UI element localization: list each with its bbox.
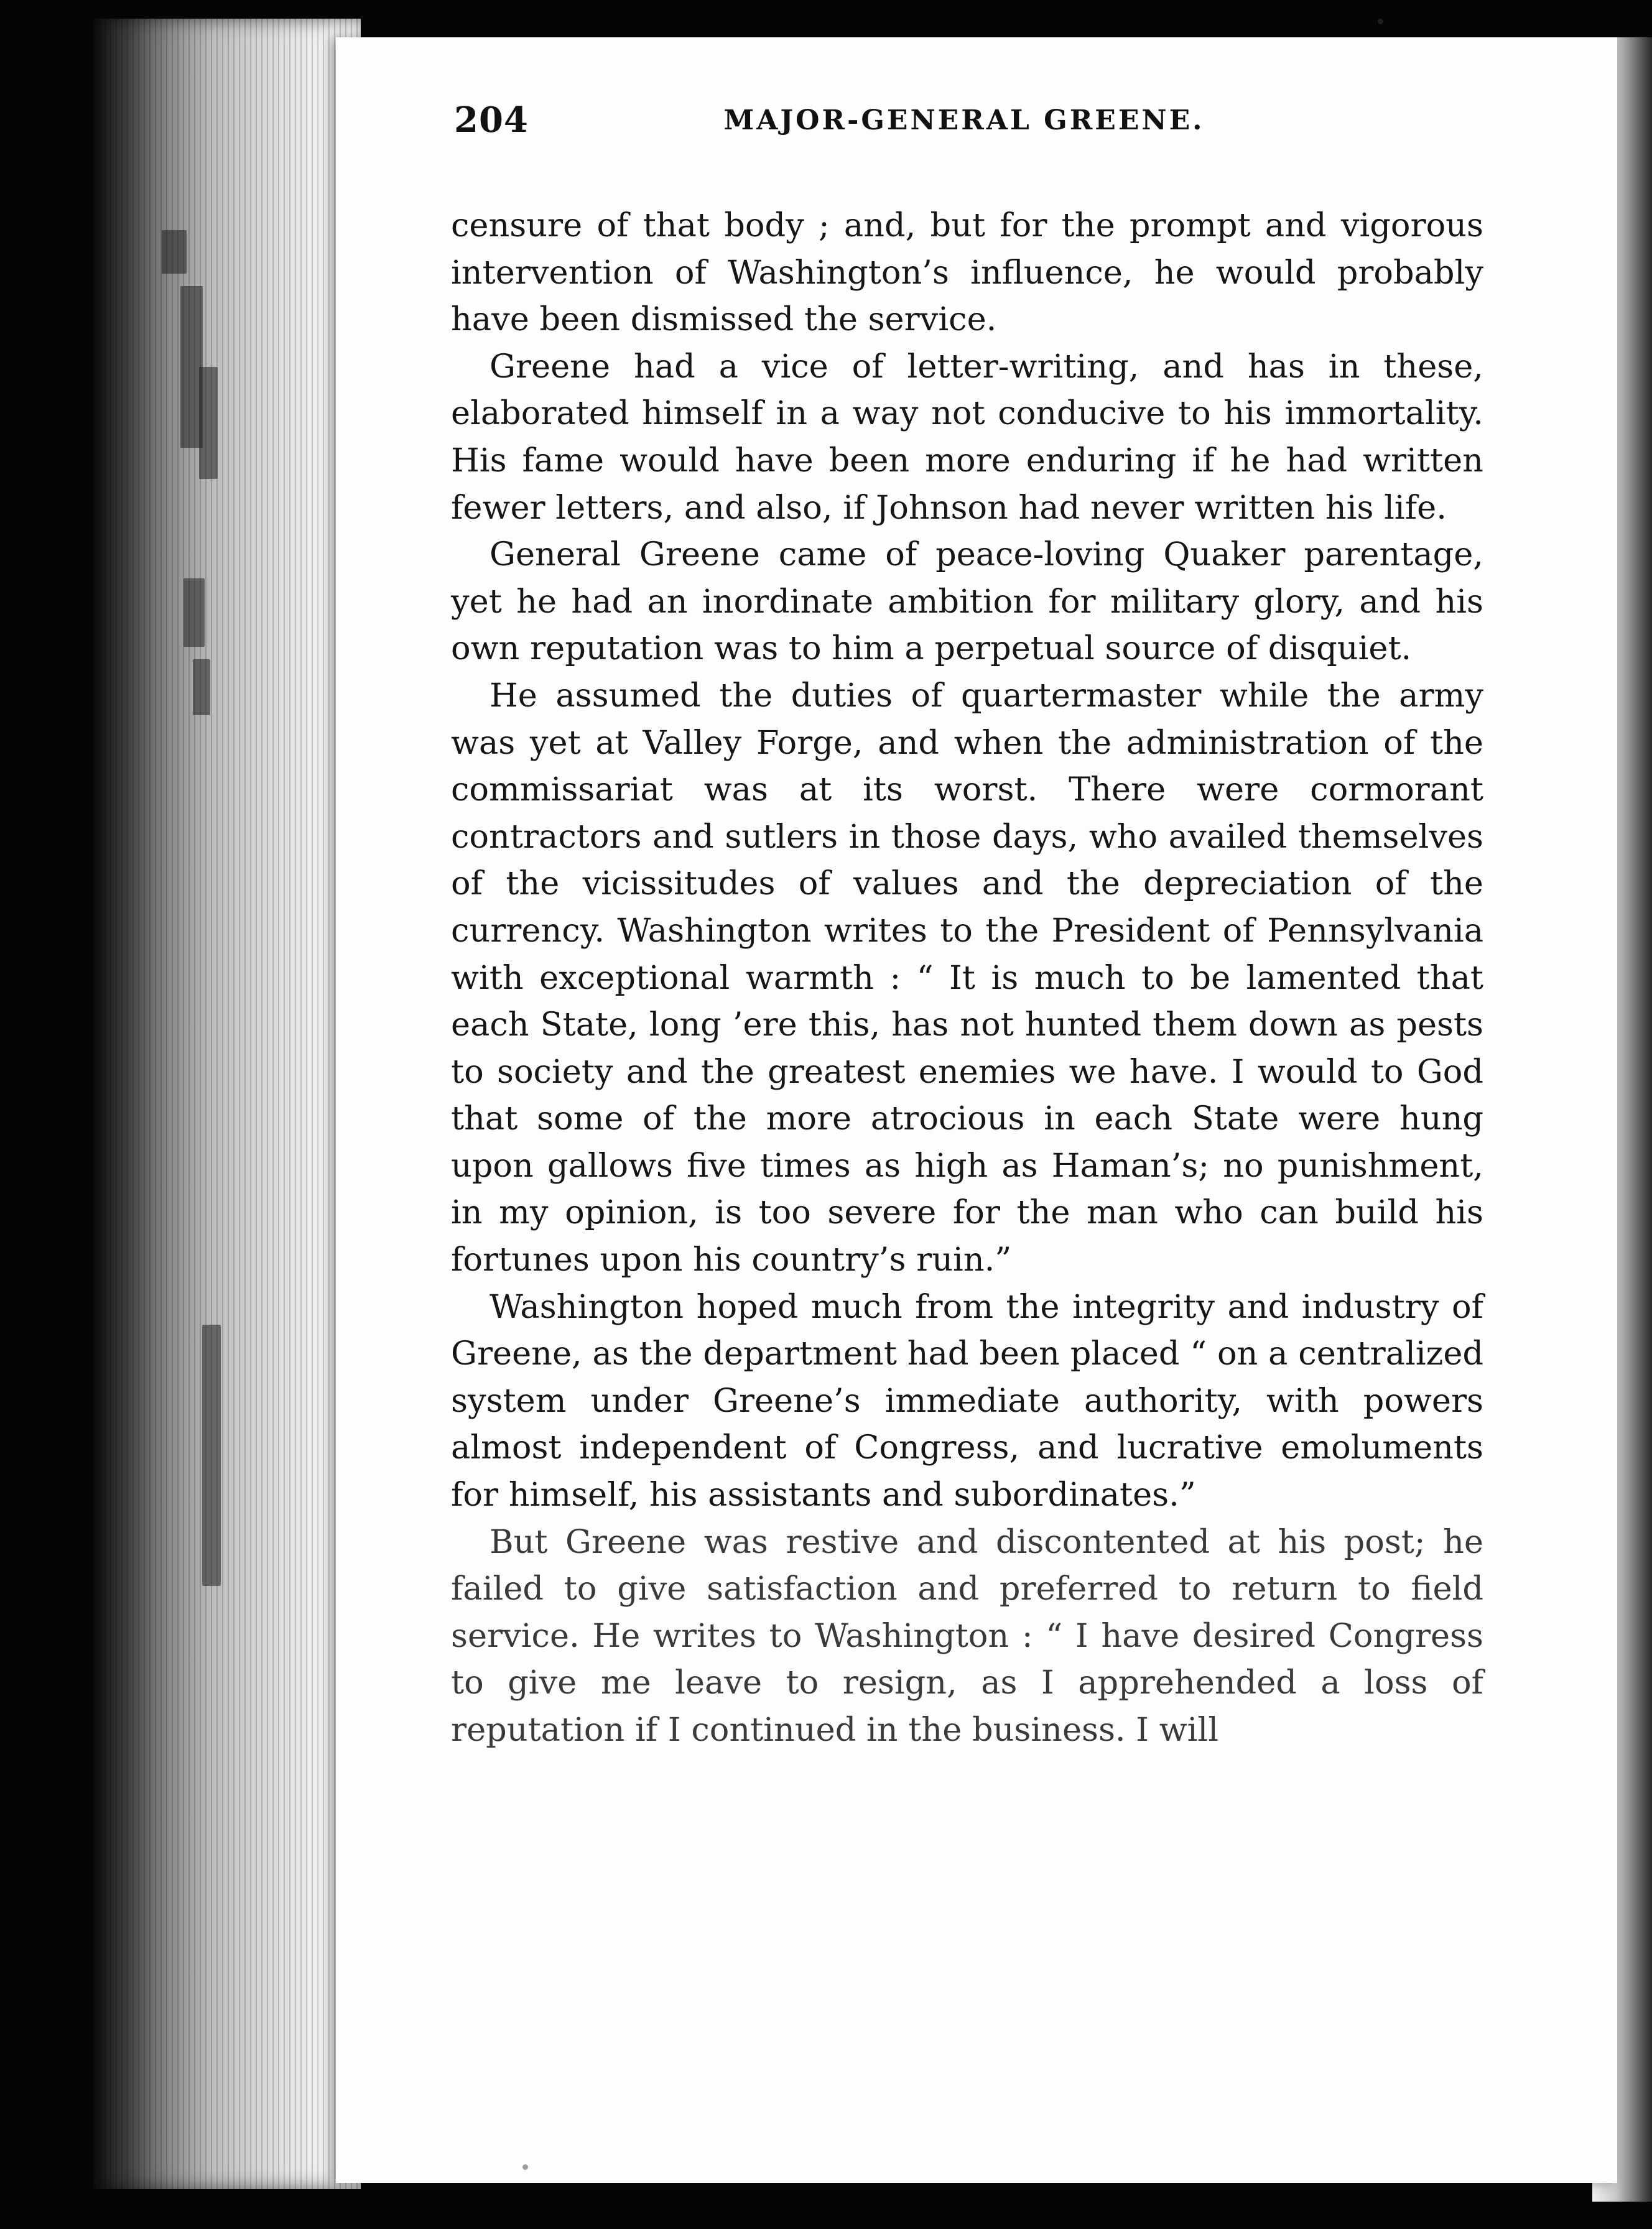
paragraph: Greene had a vice of letter-writing, and has in these, elaborated himself in a way not conducive to his immortality. His fame would have been more enduring if he had written fewer letters, and also, if Johnson had never written his life. — [451, 347, 1483, 527]
body-text — [451, 202, 1483, 1754]
page-number: 204 — [454, 100, 529, 141]
page-header — [454, 100, 1474, 155]
scan-speck — [1378, 19, 1383, 24]
scan-speck — [522, 2164, 528, 2170]
bleed-through-mark — [162, 230, 187, 274]
paragraph: He assumed the duties of quartermaster while the army was yet at Valley Forge, and when the administration of the commissariat was at its worst. There were cormorant contractors and sutlers in those days, who availed themselves of the vicissitudes of values and the depreciation of the currency. Washington writes to the President of Pennsylvania with exceptional warmth : “ It is much to be lamented that each State, long ’ere this, has not hunted them down as pests to society and the greatest enemies we have. I would to God that some of the more atrocious in each State were hung upon gallows five times as high as Haman’s; no punishment, in my opinion, is too severe for the man who can build his fortunes upon his country’s ruin.” — [451, 676, 1483, 1279]
paragraph: But Greene was restive and discontented at his post; he failed to give satisfaction and preferred to return to field service. He writes to Washington : “ I have desired Congress to give me leave to resign, as I apprehended a loss of reputation if I continued in the business. I will — [451, 1522, 1483, 1749]
book-page-edges — [93, 19, 361, 2189]
paragraph: General Greene came of peace-loving Quaker parentage, yet he had an inordinate ambition for military glory, and his own reputation was to him a perpetual source of disquiet. — [451, 535, 1483, 668]
bleed-through-mark — [202, 1325, 221, 1586]
running-head: MAJOR-GENERAL GREENE. — [723, 104, 1205, 136]
bleed-through-mark — [183, 578, 205, 647]
bleed-through-mark — [193, 659, 210, 715]
paragraph: Washington hoped much from the integrity and industry of Greene, as the department had been placed “ on a centralized system under Greene’s immediate authority, with powers almost independent of Congress, and lucrative emoluments for himself, his assistants and subordinates.” — [451, 1287, 1483, 1514]
book-page — [336, 37, 1617, 2183]
bleed-through-mark — [199, 367, 218, 479]
paragraph: censure of that body ; and, but for the prompt and vigorous intervention of Washington’s influence, he would probably have been dismissed the service. — [451, 206, 1483, 339]
